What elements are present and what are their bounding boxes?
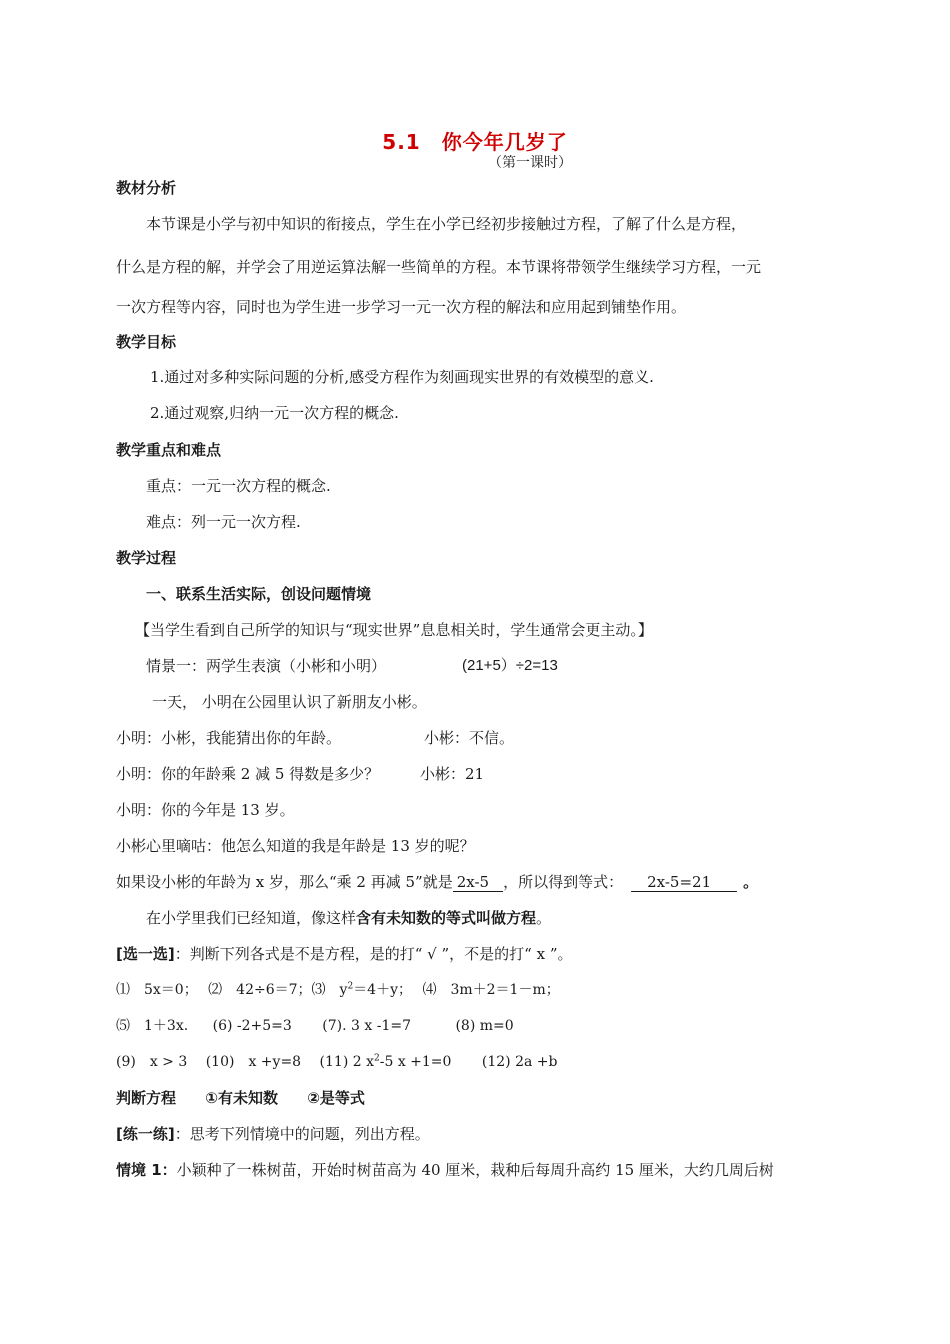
section-heading-goals: 教学目标 — [116, 333, 177, 351]
definition-text: 在小学里我们已经知道，像这样 — [146, 909, 357, 927]
equation-10: (10) x +y=8 — [205, 1054, 302, 1070]
choose-instruction: ：判断下列各式是不是方程，是的打“ √ ”，不是的打“ x ”。 — [174, 945, 573, 963]
assumption-text-1: 如果设小彬的年龄为 x 岁，那么“乘 2 再减 5”就是 — [116, 873, 453, 891]
equation-9: (9) x > 3 — [116, 1054, 188, 1070]
equation-3: ⑶ y — [311, 982, 348, 998]
equation-1: ⑴ 5x＝0； — [116, 982, 198, 998]
dialogue-1-ming: 小明：小彬，我能猜出你的年龄。 — [116, 729, 342, 747]
process-subheading-1: 一、联系生活实际，创设问题情境 — [146, 585, 372, 603]
dialogue-3: 小明：你的今年是 13 岁。 — [116, 801, 295, 819]
section-heading-analysis: 教材分析 — [116, 179, 177, 197]
scene-1-formula: (21+5）÷2=13 — [462, 657, 558, 674]
case-1-text: 小颖种了一株树苗，开始时树苗高为 40 厘米，栽种后每周升高约 15 厘米，大约几周后树 — [176, 1161, 774, 1179]
choose-line — [116, 944, 573, 964]
dialogue-2-ming: 小明：你的年龄乘 2 减 5 得数是多少？ — [116, 765, 380, 783]
choose-label: [选一选] — [116, 945, 175, 963]
equation-row-2 — [116, 1016, 514, 1036]
dialogue-1-bin: 小彬：不信。 — [424, 729, 515, 747]
definition-end: 。 — [536, 909, 552, 927]
definition-bold: 含有未知数的等式叫做方程 — [356, 909, 537, 927]
judge-criterion-2: ②是等式 — [307, 1089, 365, 1107]
equation-11: (11) 2 x — [319, 1054, 374, 1070]
difficult-point-text: 难点：列一元一次方程. — [146, 513, 301, 531]
judge-criterion-1: ①有未知数 — [205, 1089, 278, 1107]
equation-11-rest: -5 x +1=0 — [379, 1054, 452, 1070]
section-heading-process: 教学过程 — [116, 549, 177, 567]
assumption-end: 。 — [743, 873, 759, 891]
equation-4: ⑷ 3m＋2＝1－m； — [422, 982, 560, 998]
section-heading-key-points: 教学重点和难点 — [116, 441, 222, 459]
practice-line — [116, 1124, 430, 1144]
key-point-text: 重点：一元一次方程的概念. — [146, 477, 331, 495]
equation-2: ⑵ 42÷6＝7； — [208, 982, 312, 998]
lesson-subtitle: （第一课时） — [488, 155, 572, 171]
case-1-label: 情境 1： — [116, 1161, 177, 1179]
goal-item-2: 2.通过观察,归纳一元一次方程的概念. — [150, 404, 399, 422]
scene-1-text: 情景一：两学生表演（小彬和小明） — [146, 657, 387, 675]
goal-item-1: 1.通过对多种实际问题的分析,感受方程作为刻画现实世界的有效模型的意义. — [150, 368, 654, 386]
equation-6: (6) -2+5=3 — [212, 1018, 292, 1034]
practice-label: [练一练] — [116, 1125, 175, 1143]
page-title: 5.1 你今年几岁了 — [382, 130, 568, 154]
definition-line — [146, 908, 551, 928]
equation-3-exponent: 2 — [347, 981, 354, 992]
practice-instruction: ：思考下列情境中的问题，列出方程。 — [174, 1125, 430, 1143]
equation-8: (8) m=0 — [455, 1018, 514, 1034]
judge-label: 判断方程 — [116, 1089, 177, 1107]
dialogue-4: 小彬心里嘀咕：他怎么知道的我是年龄是 13 岁的呢？ — [116, 837, 475, 855]
equation-7: (7). 3 x -1=7 — [322, 1018, 411, 1034]
analysis-paragraph-line-2: 什么是方程的解，并学会了用逆运算法解一些简单的方程。本节课将带领学生继续学习方程，一元 — [116, 258, 762, 276]
answer-blank-2: 2x-5=21 — [631, 873, 737, 892]
equation-11-exponent: 2 — [374, 1053, 380, 1064]
equation-row-1 — [116, 980, 560, 1000]
equation-row-3 — [116, 1052, 558, 1072]
analysis-paragraph-line-3: 一次方程等内容，同时也为学生进一步学习一元一次方程的解法和应用起到铺垫作用。 — [116, 298, 687, 316]
teaching-note: 【当学生看到自己所学的知识与“现实世界”息息相关时，学生通常会更主动。】 — [135, 621, 653, 639]
equation-12: (12) 2a +b — [481, 1054, 558, 1070]
answer-blank-1: 2x-5 — [453, 873, 503, 892]
judge-line — [116, 1088, 365, 1108]
dialogue-2-bin: 小彬：21 — [420, 765, 485, 783]
equation-5: ⑸ 1＋3x. — [116, 1018, 189, 1034]
analysis-paragraph-line-1: 本节课是小学与初中知识的衔接点，学生在小学已经初步接触过方程，了解了什么是方程， — [146, 215, 747, 233]
assumption-line — [116, 872, 758, 892]
equation-3-rest: ＝4＋y； — [353, 982, 413, 998]
case-1-line — [116, 1160, 774, 1180]
assumption-text-2: ，所以得到等式： — [503, 873, 624, 891]
story-intro: 一天， 小明在公园里认识了新朋友小彬。 — [152, 693, 427, 711]
